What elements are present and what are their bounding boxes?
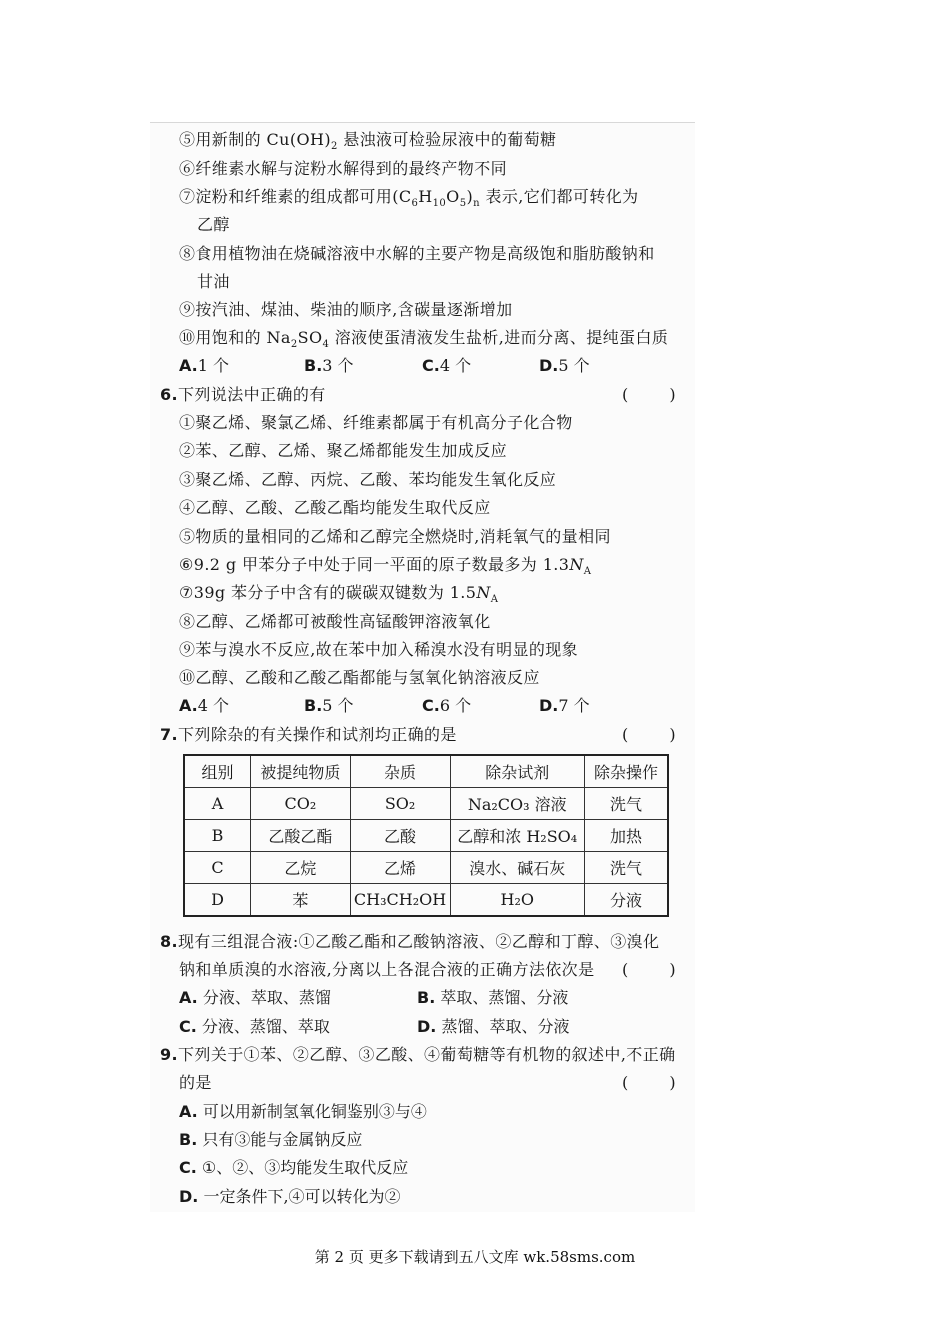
q5-option-a[interactable]: A.1 个 [179,356,230,375]
table-cell: CO₂ [251,788,350,820]
q8-stem-line2: 钠和单质溴的水溶液,分离以上各混合液的正确方法依次是 [179,960,595,979]
table-cell: 加热 [584,820,668,852]
table-cell: 洗气 [584,852,668,884]
q5-item-10: ⑩用饱和的 $Na_2SO_4$ 溶液使蛋清液发生盐析,进而分离、提纯蛋白质 [179,328,669,351]
table-row [184,852,668,884]
q8-answer-blank[interactable]: ( ) [622,960,694,979]
table-cell: H₂O [450,884,584,917]
q6-item-3: ③聚乙烯、乙醇、丙烷、乙酸、苯均能发生氧化反应 [179,470,557,489]
q5-option-c[interactable]: C.4 个 [422,356,472,375]
q9-option-c[interactable]: C. ①、②、③均能发生取代反应 [179,1158,409,1177]
table-cell: D [184,884,251,917]
q5-item-6: ⑥纤维素水解与淀粉水解得到的最终产物不同 [179,159,508,178]
q7-stem: 7.下列除杂的有关操作和试剂均正确的是 [160,725,457,744]
q9-stem-line2: 的是 [179,1073,212,1092]
q6-option-c[interactable]: C.6 个 [422,696,472,715]
table-cell: 苯 [251,884,350,917]
table-cell: 乙酸 [350,820,450,852]
table-cell: 乙烯 [350,852,450,884]
q5-item-8-cont: 甘油 [197,272,230,291]
table-header-cell: 除杂试剂 [450,755,584,788]
q7-answer-blank[interactable]: ( ) [622,725,694,744]
q8-option-c[interactable]: C. 分液、蒸馏、萃取 [179,1017,330,1036]
q6-item-2: ②苯、乙醇、乙烯、聚乙烯都能发生加成反应 [179,441,508,460]
table-cell: CH₃CH₂OH [350,884,450,917]
q9-stem-line1: 9.下列关于①苯、②乙醇、③乙酸、④葡萄糖等有机物的叙述中,不正确 [160,1045,676,1064]
table-cell: 溴水、碱石灰 [450,852,584,884]
q6-item-1: ①聚乙烯、聚氯乙烯、纤维素都属于有机高分子化合物 [179,413,573,432]
table-cell: 乙酸乙酯 [251,820,350,852]
q6-option-d[interactable]: D.7 个 [539,696,590,715]
table-header-cell: 除杂操作 [584,755,668,788]
page-top-rule [150,122,695,123]
q5-item-7-cont: 乙醇 [197,215,230,234]
purification-table [183,754,669,917]
q6-item-7: ⑦39g 苯分子中含有的碳碳双键数为 $1.5N_A$ [179,583,499,606]
table-cell: 乙醇和浓 H₂SO₄ [450,820,584,852]
q5-item-9: ⑨按汽油、煤油、柴油的顺序,含碳量逐渐增加 [179,300,513,319]
page-footer: 第 2 页 更多下载请到五八文库 wk.58sms.com [314,1248,636,1266]
table-cell: SO₂ [350,788,450,820]
table-header-cell: 杂质 [350,755,450,788]
table-cell: C [184,852,251,884]
table-cell: B [184,820,251,852]
q6-item-8: ⑧乙醇、乙烯都可被酸性高锰酸钾溶液氧化 [179,612,491,631]
q9-option-b[interactable]: B. 只有③能与金属钠反应 [179,1130,363,1149]
q6-item-5: ⑤物质的量相同的乙烯和乙醇完全燃烧时,消耗氧气的量相同 [179,527,611,546]
q8-option-b[interactable]: B. 萃取、蒸馏、分液 [417,988,569,1007]
table-header-cell: 组别 [184,755,251,788]
q8-stem-line1: 8.现有三组混合液:①乙酸乙酯和乙酸钠溶液、②乙醇和丁醇、③溴化 [160,932,660,951]
q9-option-d[interactable]: D. 一定条件下,④可以转化为② [179,1187,401,1206]
q6-option-a[interactable]: A.4 个 [179,696,230,715]
table-cell: 洗气 [584,788,668,820]
table-cell: A [184,788,251,820]
table-row [184,820,668,852]
table-cell: Na₂CO₃ 溶液 [450,788,584,820]
table-header-cell: 被提纯物质 [251,755,350,788]
q8-option-d[interactable]: D. 蒸馏、萃取、分液 [417,1017,570,1036]
q5-option-d[interactable]: D.5 个 [539,356,590,375]
q6-stem: 6.下列说法中正确的有 [160,385,326,404]
table-row [184,788,668,820]
table-cell: 分液 [584,884,668,917]
q6-item-9: ⑨苯与溴水不反应,故在苯中加入稀溴水没有明显的现象 [179,640,579,659]
q9-answer-blank[interactable]: ( ) [622,1073,694,1092]
q6-answer-blank[interactable]: ( ) [622,385,694,404]
q5-item-8: ⑧食用植物油在烧碱溶液中水解的主要产物是高级饱和脂肪酸钠和 [179,244,655,263]
q6-item-10: ⑩乙醇、乙酸和乙酸乙酯都能与氢氧化钠溶液反应 [179,668,540,687]
q5-item-7: ⑦淀粉和纤维素的组成都可用$(C_6H_{10}O_5)_n$ 表示,它们都可转化为 [179,187,639,210]
table-cell: 乙烷 [251,852,350,884]
q6-item-4: ④乙醇、乙酸、乙酸乙酯均能发生取代反应 [179,498,491,517]
q8-option-a[interactable]: A. 分液、萃取、蒸馏 [179,988,331,1007]
q6-option-b[interactable]: B.5 个 [304,696,354,715]
q9-option-a[interactable]: A. 可以用新制氢氧化铜鉴别③与④ [179,1102,427,1121]
q6-item-6: ⑥9.2 g 甲苯分子中处于同一平面的原子数最多为 $1.3N_A$ [179,555,592,578]
table-header-row [184,755,668,788]
q5-option-b[interactable]: B.3 个 [304,356,354,375]
q5-item-5: ⑤用新制的 $Cu(OH)_2$ 悬浊液可检验尿液中的葡萄糖 [179,130,557,153]
table-row [184,884,668,917]
